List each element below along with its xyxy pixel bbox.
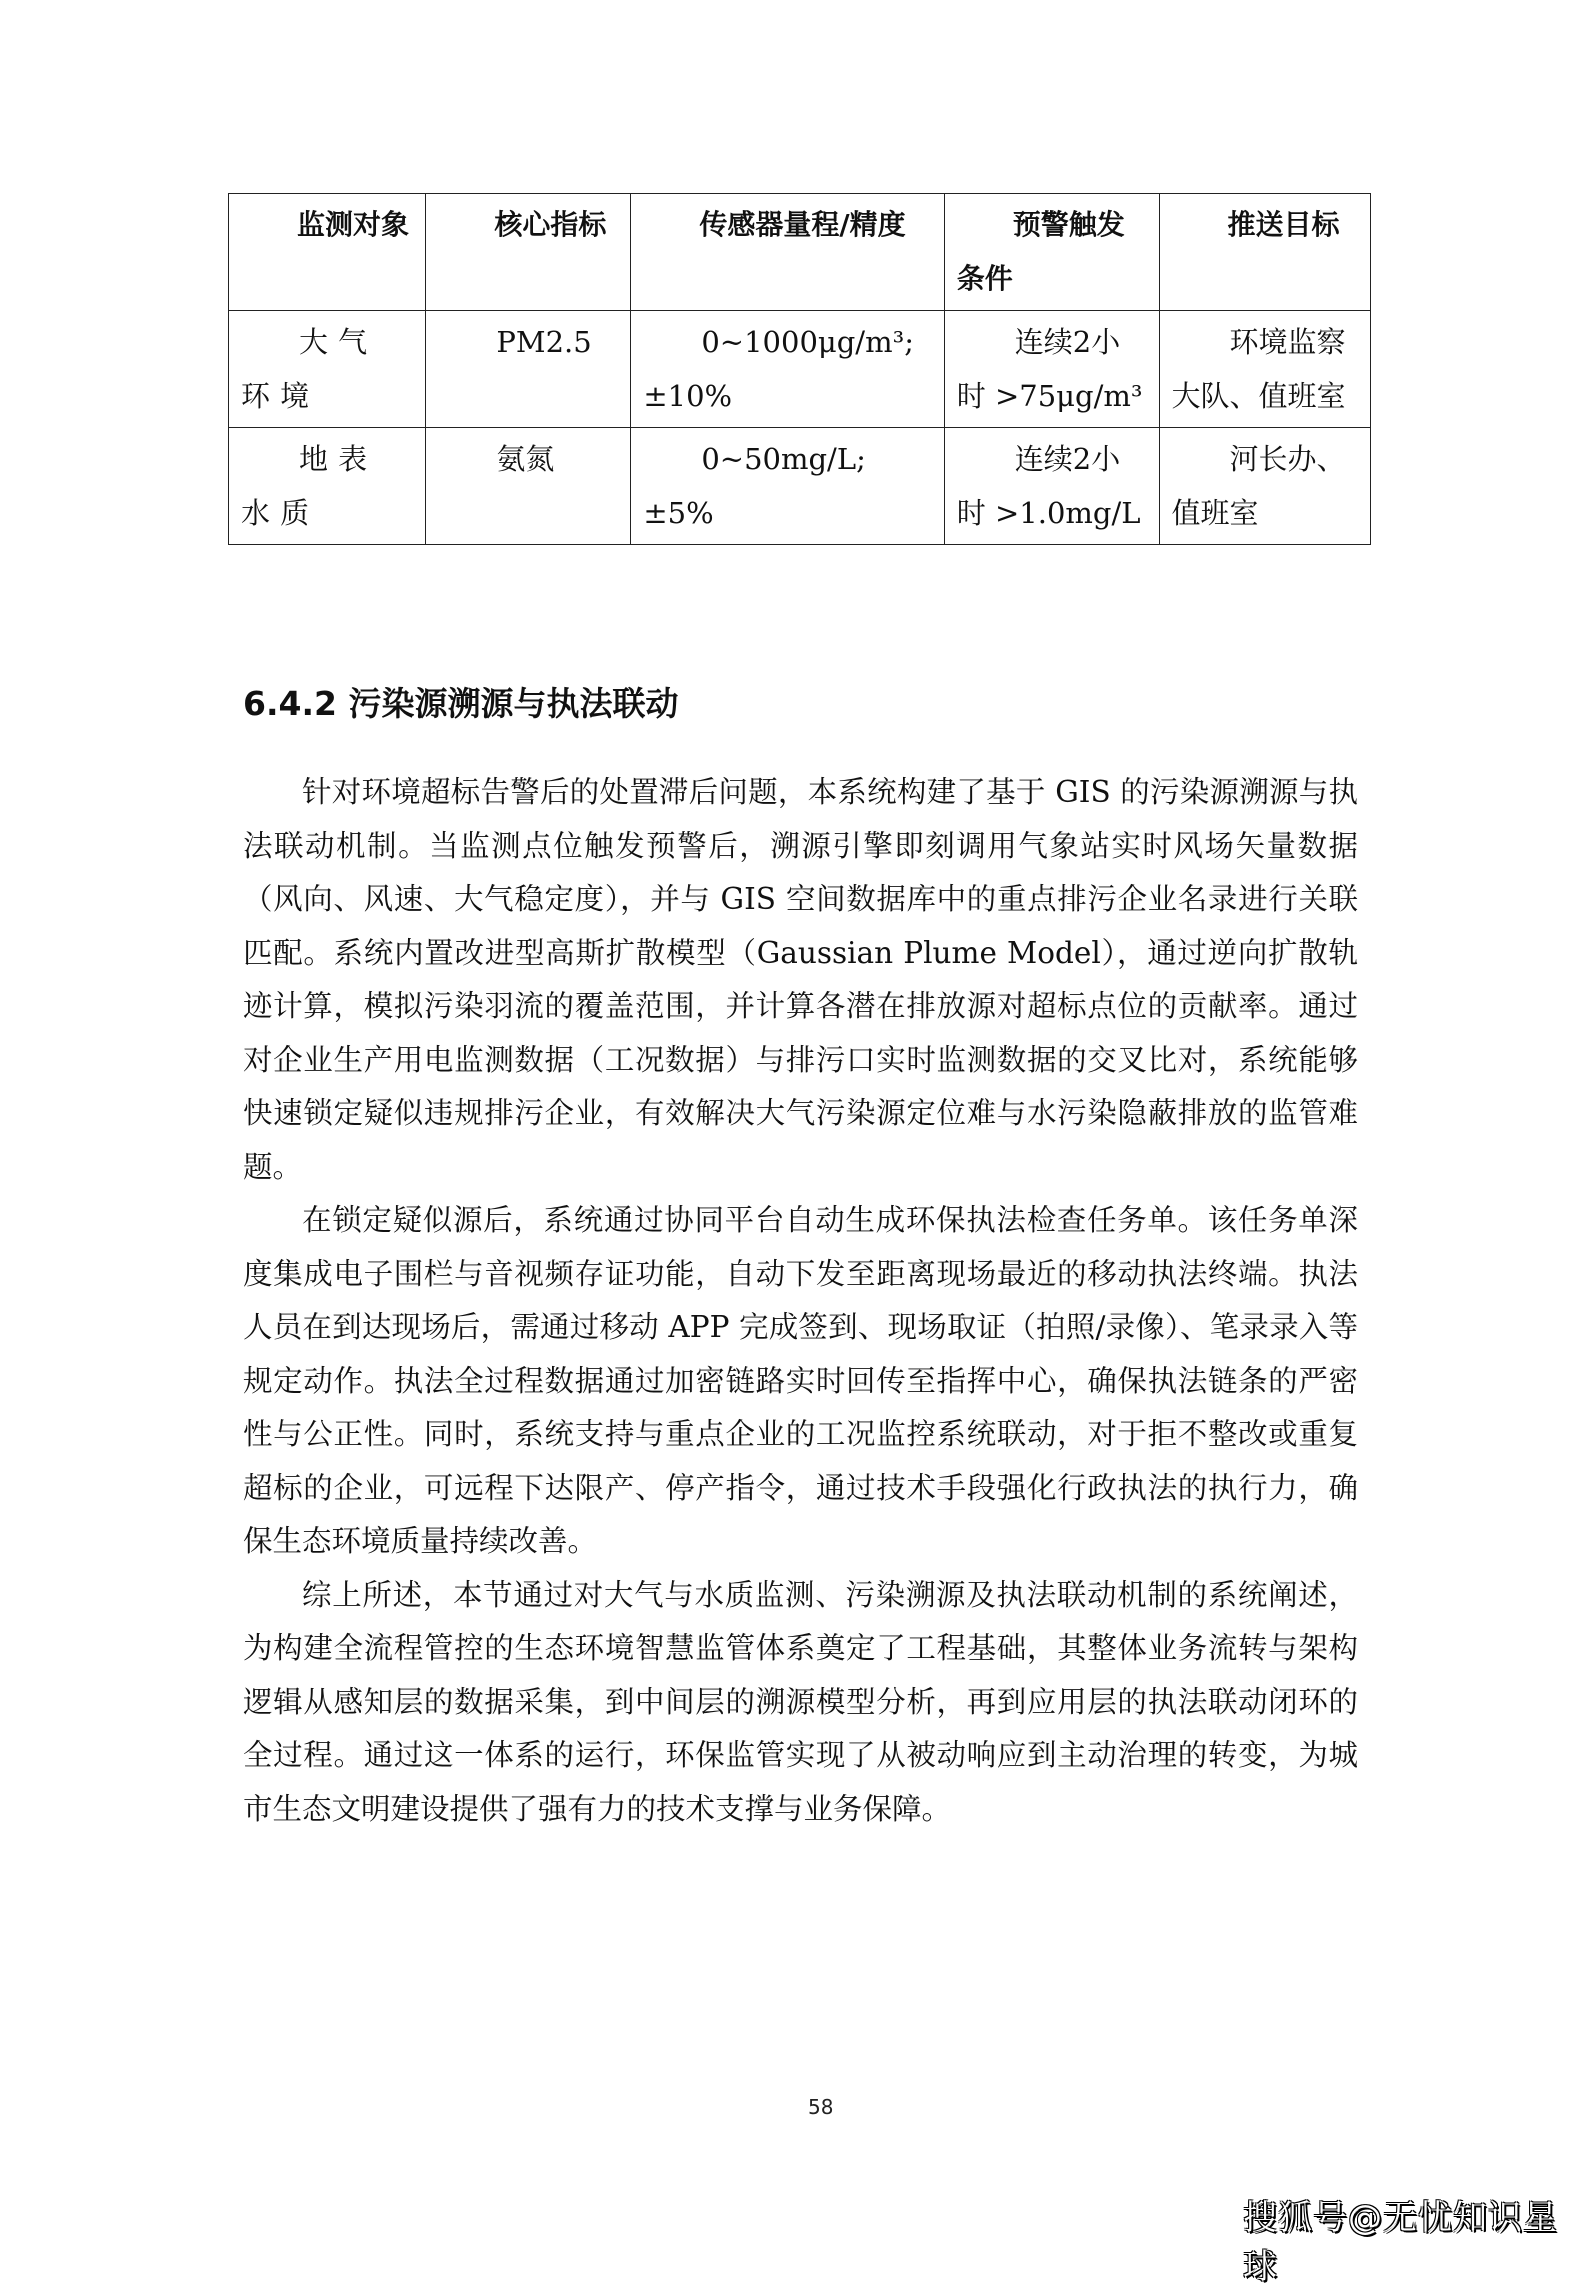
header-push-target: 推送目标 bbox=[1159, 194, 1371, 311]
cell-sensor-range: 0~1000μg/m³; ±10% bbox=[631, 311, 944, 428]
header-sensor-range-precision: 传感器量程/精度 bbox=[631, 194, 944, 311]
cell-core-indicator: 氨氮 bbox=[426, 428, 631, 545]
table-header-row bbox=[229, 194, 1371, 311]
watermark: 搜狐号@无忧知识星球 bbox=[1243, 2198, 1558, 2287]
cell-push-target: 环境监察大队、值班室 bbox=[1159, 311, 1371, 428]
cell-alert-condition: 连续2小时 >1.0mg/L bbox=[944, 428, 1159, 545]
body-text bbox=[243, 766, 1358, 1836]
paragraph: 针对环境超标告警后的处置滞后问题，本系统构建了基于 GIS 的污染源溯源与执法联动机制。当监测点位触发预警后，溯源引擎即刻调用气象站实时风场矢量数据（风向、风速、大气稳定度），并与 GIS 空间数据库中的重点排污企业名录进行关联匹配。系统内置改进型高斯扩散模型（Gaussian Plume Model），通过逆向扩散轨迹计算，模拟污染羽流的覆盖范围，并计算各潜在排放源对超标点位的贡献率。通过对企业生产用电监测数据（工况数据）与排污口实时监测数据的交叉比对，系统能够快速锁定疑似违规排污企业，有效解决大气污染源定位难与水污染隐蔽排放的监管难题。 bbox=[243, 775, 1358, 1184]
table-row bbox=[229, 428, 1371, 545]
header-core-indicator: 核心指标 bbox=[426, 194, 631, 311]
paragraph: 综上所述，本节通过对大气与水质监测、污染溯源及执法联动机制的系统阐述，为构建全流程管控的生态环境智慧监管体系奠定了工程基础，其整体业务流转与架构逻辑从感知层的数据采集，到中间层的溯源模型分析，再到应用层的执法联动闭环的全过程。通过这一体系的运行，环保监管实现了从被动响应到主动治理的转变，为城市生态文明建设提供了强有力的技术支撑与业务保障。 bbox=[243, 1577, 1358, 1826]
table-row bbox=[229, 311, 1371, 428]
cell-monitoring-object: 地表水质 bbox=[229, 428, 426, 545]
cell-push-target: 河长办、值班室 bbox=[1159, 428, 1371, 545]
section-heading bbox=[243, 678, 678, 725]
cell-sensor-range: 0~50mg/L; ±5% bbox=[631, 428, 944, 545]
monitoring-spec-table bbox=[228, 193, 1371, 545]
cell-alert-condition: 连续2小时 >75μg/m³ bbox=[944, 311, 1159, 428]
cell-core-indicator: PM2.5 bbox=[426, 311, 631, 428]
header-alert-trigger-condition: 预警触发条件 bbox=[944, 194, 1159, 311]
header-monitoring-object: 监测对象 bbox=[229, 194, 426, 311]
paragraph: 在锁定疑似源后，系统通过协同平台自动生成环保执法检查任务单。该任务单深度集成电子围栏与音视频存证功能，自动下发至距离现场最近的移动执法终端。执法人员在到达现场后，需通过移动 APP 完成签到、现场取证（拍照/录像）、笔录录入等规定动作。执法全过程数据通过加密链路实时回传至指挥中心，确保执法链条的严密性与公正性。同时，系统支持与重点企业的工况监控系统联动，对于拒不整改或重复超标的企业，可远程下达限产、停产指令，通过技术手段强化行政执法的执行力，确保生态环境质量持续改善。 bbox=[243, 1203, 1358, 1558]
section-number: 6.4.2 bbox=[243, 684, 337, 723]
section-title: 污染源溯源与执法联动 bbox=[348, 684, 679, 723]
page-number: 58 bbox=[808, 2095, 834, 2119]
cell-monitoring-object: 大气环境 bbox=[229, 311, 426, 428]
